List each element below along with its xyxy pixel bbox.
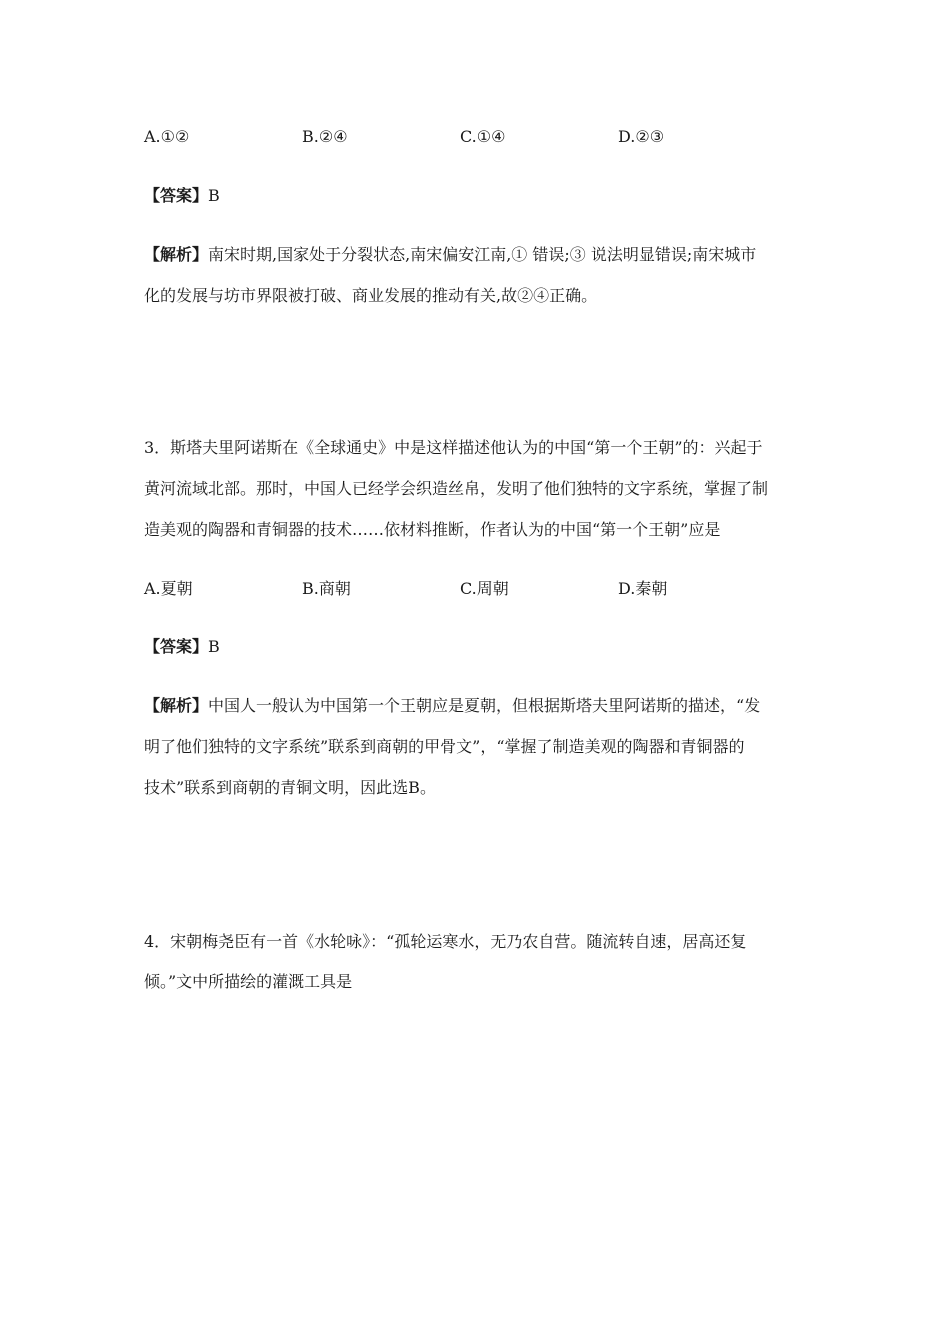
answer-value: B [208,186,220,205]
block1-analysis-line-1 [144,245,756,265]
option-b: B.②④ [302,127,348,146]
analysis-text: 南宋时期,国家处于分裂状态,南宋偏安江南,① 错误;③ 说法明显错误;南宋城市 [208,245,757,264]
option-a: A.夏朝 [144,579,193,598]
block1-answer [144,186,220,206]
q3-stem-line-2: 黄河流域北部。那时，中国人已经学会织造丝帛，发明了他们独特的文字系统，掌握了制 [144,479,769,498]
q3-stem-line-1: 3．斯塔夫里阿诺斯在《全球通史》中是这样描述他认为的中国“第一个王朝”的：兴起于 [144,438,763,457]
option-c: C.①④ [460,127,506,146]
option-a: A.①② [144,127,190,146]
q3-answer [144,637,220,657]
q4-stem-line-2: 倾。”文中所描绘的灌溉工具是 [144,972,353,991]
answer-value: B [208,637,220,656]
block1-analysis-line-2: 化的发展与坊市界限被打破、商业发展的推动有关,故②④正确。 [144,286,598,305]
option-c: C.周朝 [460,579,509,598]
answer-tag: 【答案】 [144,637,209,656]
analysis-tag: 【解析】 [144,245,209,264]
answer-tag: 【答案】 [144,186,209,205]
analysis-tag: 【解析】 [144,696,209,715]
q3-analysis-line-1 [144,696,760,716]
analysis-text: 中国人一般认为中国第一个王朝应是夏朝，但根据斯塔夫里阿诺斯的描述，“发 [208,696,761,715]
q3-stem-line-3: 造美观的陶器和青铜器的技术……依材料推断，作者认为的中国“第一个王朝”应是 [144,520,721,539]
q3-analysis-line-3: 技术”联系到商朝的青铜文明，因此选B。 [144,778,436,797]
option-d: D.秦朝 [618,579,668,598]
option-b: B.商朝 [302,579,351,598]
option-d: D.②③ [618,127,665,146]
q3-analysis-line-2: 明了他们独特的文字系统”联系到商朝的甲骨文”，“掌握了制造美观的陶器和青铜器的 [144,737,745,756]
q4-stem-line-1: 4．宋朝梅尧臣有一首《水轮咏》：“孤轮运寒水，无乃农自营。随流转自速，居高还复 [144,932,747,951]
